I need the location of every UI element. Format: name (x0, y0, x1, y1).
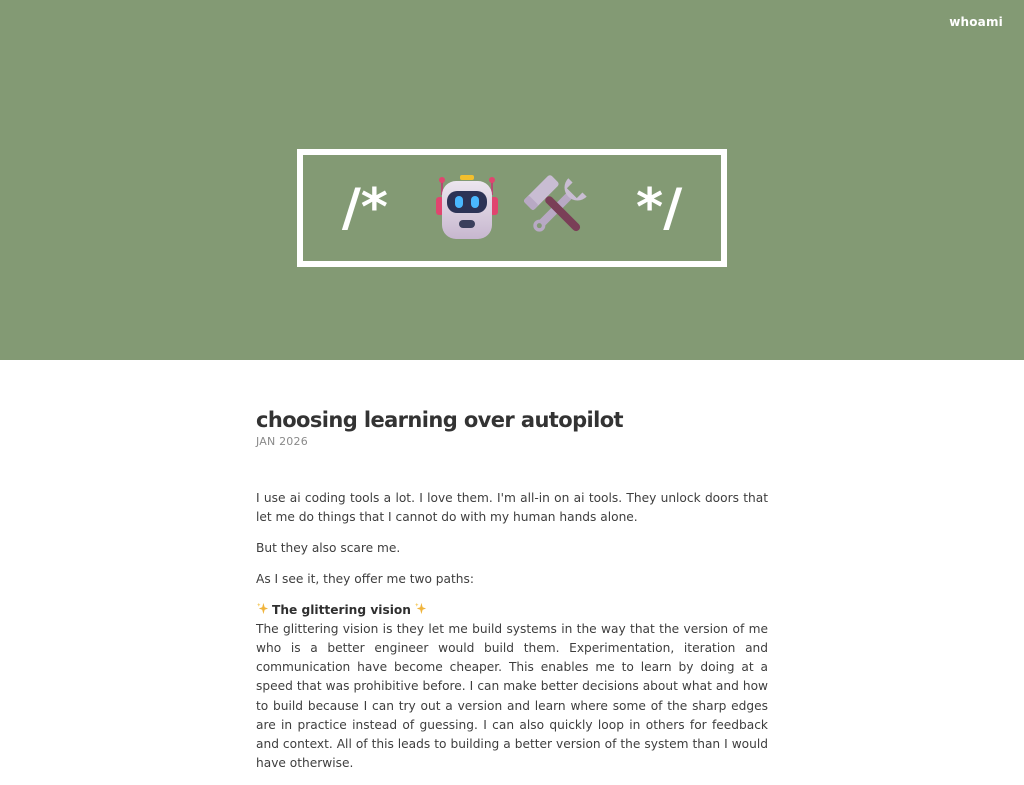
logo-open-comment: /* (341, 178, 388, 238)
section-heading-text: The glittering vision (272, 602, 411, 617)
post-paragraph: As I see it, they offer me two paths: (256, 571, 474, 586)
post-paragraph: I use ai coding tools a lot. I love them. I'm all-in on ai tools. They unlock doors that let me do things that I cannot do with my human hands alone. (256, 491, 768, 525)
hammer-and-wrench-icon (524, 175, 590, 241)
site-logo (297, 149, 727, 267)
post-date: JAN 2026 (256, 435, 308, 448)
sparkles-icon (256, 602, 269, 615)
whoami-nav-link[interactable]: whoami (949, 15, 1003, 29)
logo-close-comment: */ (636, 178, 683, 238)
hero-banner (0, 0, 1024, 360)
sparkles-icon (414, 602, 427, 615)
post-title: choosing learning over autopilot (256, 408, 623, 432)
section-text: The glittering vision is they let me build systems in the way that the version of me who is a better engineer would build them. Experimentation, iteration and communication have become cheaper. This enables me to learn by doing at a speed that was prohibitive before. I can make better decisions about what and how to build because I can try out a version and learn where some of the sharp edges are in practice instead of guessing. I can also quickly loop in others for feedback and context. All of this leads to building a better version of the system than I would have otherwise. (256, 621, 768, 771)
glittering-vision-section (256, 601, 768, 774)
section-heading (256, 601, 768, 620)
robot-icon (434, 175, 500, 241)
blog-post (256, 405, 768, 785)
post-body (256, 489, 768, 773)
post-paragraph: But they also scare me. (256, 541, 401, 555)
